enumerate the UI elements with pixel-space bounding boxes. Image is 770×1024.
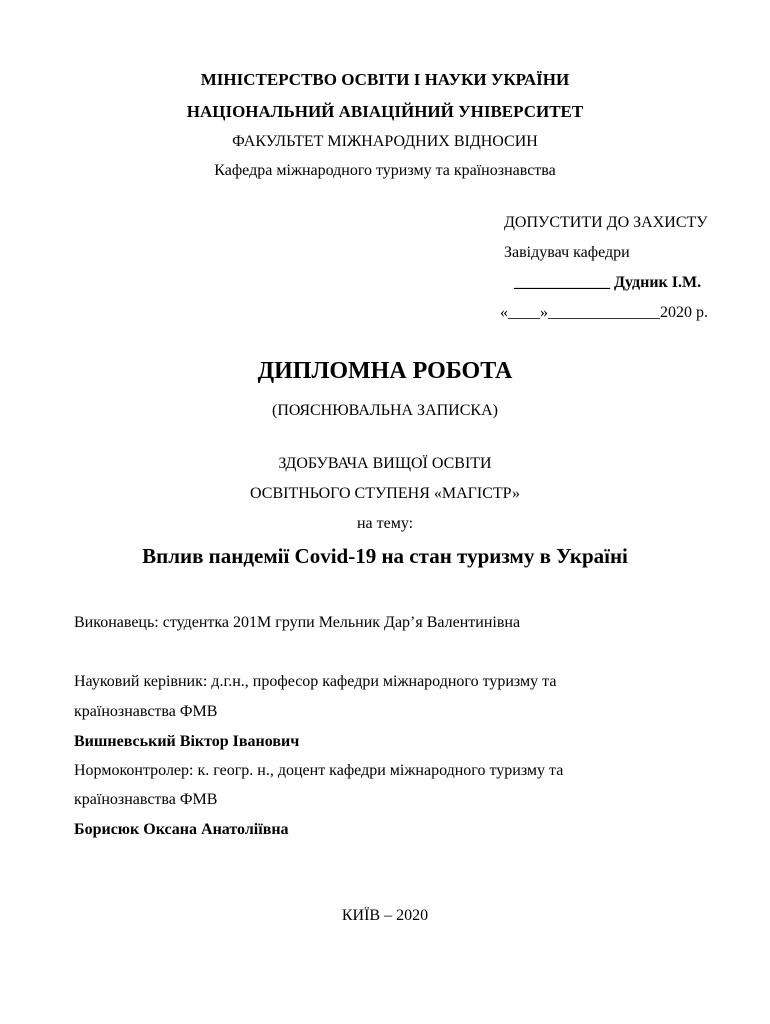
city-year: КИЇВ – 2020	[341, 907, 429, 924]
university-name: НАЦІОНАЛЬНИЙ АВІАЦІЙНИЙ УНІВЕРСИТЕТ	[186, 102, 584, 121]
thesis-topic: Вплив пандемії Covid-19 на стан туризму в Україні	[142, 544, 628, 568]
document-title: ДИПЛОМНА РОБОТА	[257, 358, 513, 384]
supervisor-line-2: країнознавства ФМВ	[74, 703, 218, 720]
document-subtitle: (ПОЯСНЮВАЛЬНА ЗАПИСКА)	[272, 402, 498, 419]
normcontroller-line-1: Нормоконтролер: к. геогр. н., доцент кафедри міжнародного туризму та	[74, 762, 564, 779]
faculty-name: ФАКУЛЬТЕТ МІЖНАРОДНИХ ВІДНОСИН	[232, 133, 538, 150]
applicant-line-2: ОСВІТНЬОГО СТУПЕНЯ «МАГІСТР»	[250, 485, 520, 502]
ministry-name: МІНІСТЕРСТВО ОСВІТИ І НАУКИ УКРАЇНИ	[200, 70, 570, 89]
approval-date-line: «____»______________2020 р.	[500, 304, 708, 321]
applicant-line-1: ЗДОБУВАЧА ВИЩОЇ ОСВІТИ	[278, 455, 492, 472]
head-of-department-label: Завідувач кафедри	[504, 244, 630, 261]
on-topic-label: на тему:	[356, 515, 414, 532]
supervisor-name: Вишневський Віктор Іванович	[74, 733, 300, 750]
signature-line: ____________ Дудник І.М.	[514, 274, 702, 291]
department-name: Кафедра міжнародного туризму та країнознавства	[214, 162, 556, 179]
supervisor-line-1: Науковий керівник: д.г.н., професор кафедри міжнародного туризму та	[74, 673, 557, 690]
executor-line: Виконавець: студентка 201М групи Мельник Дар’я Валентинівна	[74, 614, 521, 631]
normcontroller-line-2: країнознавства ФМВ	[74, 791, 218, 808]
admit-to-defense: ДОПУСТИТИ ДО ЗАХИСТУ	[504, 214, 708, 231]
normcontroller-name: Борисюк Оксана Анатоліївна	[74, 821, 289, 838]
